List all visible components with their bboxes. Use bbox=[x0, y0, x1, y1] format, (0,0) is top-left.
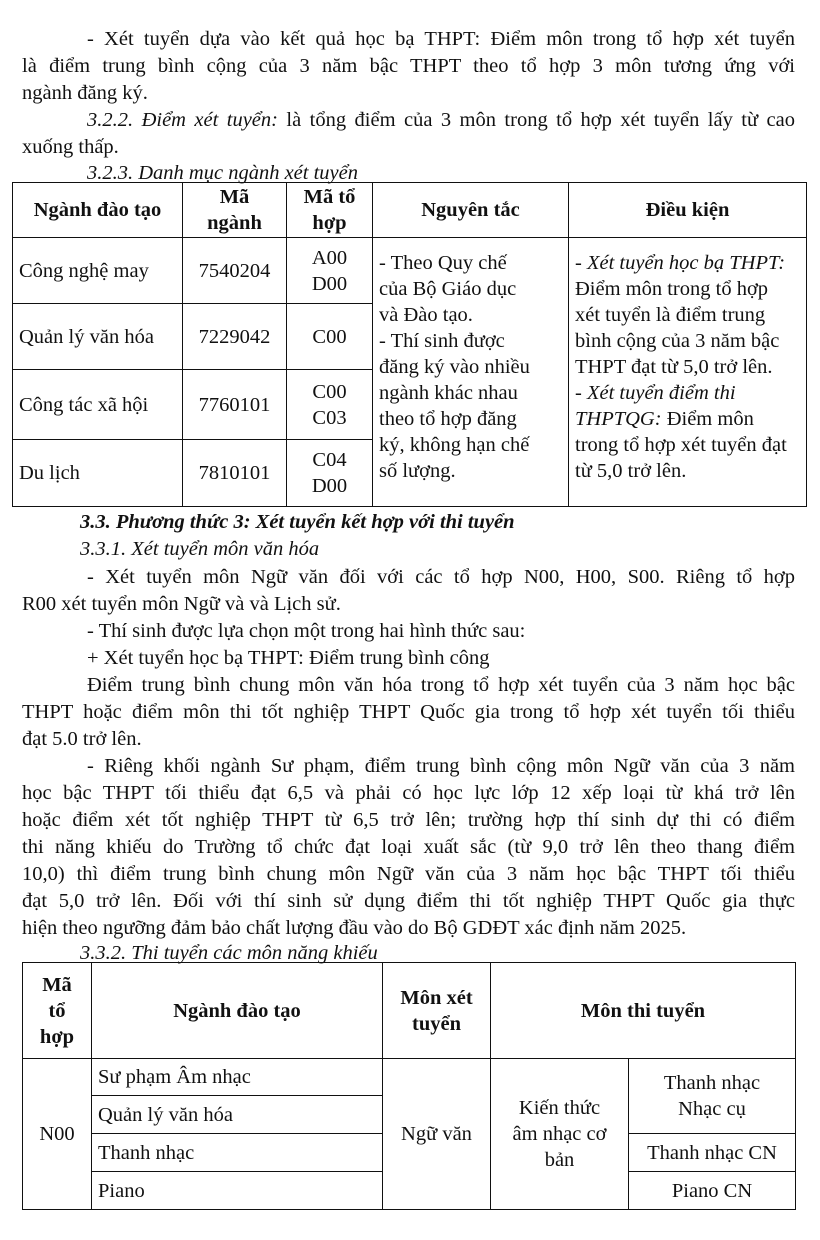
header-nganh: Ngành đào tạo bbox=[92, 963, 383, 1059]
table-row bbox=[13, 238, 807, 304]
row-4-nganh: Du lịch bbox=[13, 440, 183, 507]
admission-majors-table bbox=[12, 182, 807, 507]
row-1-to-hop-1: A00 bbox=[311, 246, 348, 269]
header-mon-xet-line-2: tuyển bbox=[412, 1012, 461, 1035]
para-3: + Xét tuyển học bạ THPT: Điểm trung bình công bbox=[87, 647, 490, 669]
mon-xet-cell: Ngữ văn bbox=[383, 1059, 491, 1210]
nganh-4: Piano bbox=[92, 1172, 383, 1210]
section-332-heading: 3.3.2. Thi tuyển các môn năng khiếu bbox=[80, 942, 378, 964]
dieu-kien-line-9: từ 5,0 trở lên. bbox=[575, 460, 687, 482]
para-4-line-3: đạt 5.0 trở lên. bbox=[22, 728, 142, 750]
nganh-2: Quản lý văn hóa bbox=[92, 1096, 383, 1134]
header-ma-to-hop bbox=[287, 183, 373, 238]
header-ma-nganh bbox=[183, 183, 287, 238]
section-323-heading: 3.2.3. Danh mục ngành xét tuyển bbox=[87, 162, 358, 184]
dieu-kien-line-4: bình cộng của 3 năm bậc bbox=[575, 330, 780, 352]
section-322-text: là tổng điểm của 3 môn trong tổ hợp xét tuyển lấy từ cao bbox=[277, 109, 795, 131]
nguyen-tac-line-9: số lượng. bbox=[379, 460, 456, 482]
table-header-row bbox=[23, 963, 796, 1059]
thi-thanh-nhac: Thanh nhạc bbox=[663, 1072, 761, 1094]
para-5-line-2: học bậc THPT tối thiểu đạt 6,5 và phải có học lực lớp 12 xếp loại từ khá trở lên bbox=[22, 782, 795, 804]
row-3-nganh: Công tác xã hội bbox=[13, 370, 183, 440]
para-1-line-1: - Xét tuyển môn Ngữ văn đối với các tổ hợp N00, H00, S00. Riêng tổ hợp bbox=[87, 566, 795, 588]
kien-thuc-cell bbox=[491, 1059, 629, 1210]
nguyen-tac-line-4: - Thí sinh được bbox=[379, 330, 505, 352]
row-1-to-hop bbox=[287, 238, 373, 304]
header-ma-line-2: tổ bbox=[48, 999, 66, 1022]
section-322-line-2: xuống thấp. bbox=[22, 136, 119, 158]
para-5-line-5: 10,0) thì điểm trung bình chung môn Ngữ văn của 3 năm học bậc THPT tối thiểu bbox=[22, 863, 795, 885]
row-1-nganh: Công nghệ may bbox=[13, 238, 183, 304]
header-dieu-kien: Điều kiện bbox=[569, 183, 807, 238]
kien-thuc-line-3: bản bbox=[544, 1149, 575, 1171]
nganh-1: Sư phạm Âm nhạc bbox=[92, 1059, 383, 1096]
header-ma-nganh-line-2: ngành bbox=[207, 212, 262, 234]
para-5-line-6: đạt 5,0 trở lên. Đối với thí sinh sử dụng điểm thi tốt nghiệp THPT Quốc gia thực bbox=[22, 890, 795, 912]
para-4-line-2: THPT hoặc điểm môn thi tốt nghiệp THPT Quốc gia trong tổ hợp xét tuyển tối thiểu bbox=[22, 701, 795, 723]
dieu-kien-line-7 bbox=[575, 406, 800, 432]
para-2: - Thí sinh được lựa chọn một trong hai hình thức sau: bbox=[87, 620, 526, 642]
nguyen-tac-line-2: của Bộ Giáo dục bbox=[379, 278, 517, 300]
nguyen-tac-line-5: đăng ký vào nhiều bbox=[379, 356, 530, 378]
header-ma-to-hop bbox=[23, 963, 92, 1059]
section-322-label: 3.2.2. Điểm xét tuyển: bbox=[87, 109, 278, 131]
thi-cell-1 bbox=[629, 1059, 796, 1134]
nguyen-tac-line-1: - Theo Quy chế bbox=[379, 252, 507, 274]
intro-line-3: ngành đăng ký. bbox=[22, 82, 148, 104]
nganh-3: Thanh nhạc bbox=[92, 1134, 383, 1172]
header-mon-thi: Môn thi tuyển bbox=[491, 963, 796, 1059]
row-3-to-hop-2: C03 bbox=[312, 406, 347, 429]
dieu-kien-line-7-label: THPTQG: bbox=[575, 408, 662, 430]
row-2-nganh: Quản lý văn hóa bbox=[13, 304, 183, 370]
row-3-ma-nganh: 7760101 bbox=[183, 370, 287, 440]
row-2-to-hop: C00 bbox=[287, 304, 373, 370]
row-1-ma-nganh: 7540204 bbox=[183, 238, 287, 304]
dieu-kien-line-7-text: Điểm môn bbox=[661, 408, 754, 430]
row-4-ma-nganh: 7810101 bbox=[183, 440, 287, 507]
table-row bbox=[23, 1059, 796, 1096]
row-4-to-hop-1: C04 bbox=[312, 449, 347, 471]
dieu-kien-line-1: - Xét tuyển học bạ THPT: bbox=[575, 252, 786, 274]
para-5-line-4: thi năng khiếu do Trường tổ chức đạt loại xuất sắc (từ 9,0 trở lên theo thang điểm bbox=[22, 836, 795, 858]
para-4-line-1: Điểm trung bình chung môn văn hóa trong tổ hợp xét tuyển của 3 năm học bậc bbox=[87, 674, 795, 696]
dieu-kien-line-2: Điểm môn trong tổ hợp bbox=[575, 278, 769, 300]
header-nguyen-tac: Nguyên tắc bbox=[373, 183, 569, 238]
thi-cell-3: Thanh nhạc CN bbox=[629, 1134, 796, 1172]
section-322 bbox=[87, 107, 795, 133]
dieu-kien-line-3: xét tuyển là điểm trung bbox=[575, 304, 766, 326]
row-1-to-hop-2: D00 bbox=[311, 272, 348, 295]
header-mon-xet bbox=[383, 963, 491, 1059]
header-ma-line-1: Mã bbox=[42, 973, 72, 996]
row-2-ma-nganh: 7229042 bbox=[183, 304, 287, 370]
dieu-kien-cell bbox=[569, 238, 807, 507]
header-ma-nganh-line-1: Mã bbox=[219, 186, 250, 208]
aptitude-exam-table bbox=[22, 962, 796, 1210]
row-3-to-hop-1: C00 bbox=[312, 380, 347, 403]
dieu-kien-line-6: - Xét tuyển điểm thi bbox=[575, 382, 736, 404]
header-mon-xet-line-1: Môn xét bbox=[400, 986, 473, 1009]
dieu-kien-line-5: THPT đạt từ 5,0 trở lên. bbox=[575, 356, 773, 378]
header-ma-to-hop-line-2: hợp bbox=[312, 212, 347, 234]
row-4-to-hop-2: D00 bbox=[311, 475, 348, 497]
thi-nhac-cu: Nhạc cụ bbox=[678, 1098, 746, 1120]
para-5-line-7: hiện theo ngưỡng đảm bảo chất lượng đầu vào do Bộ GDĐT xác định năm 2025. bbox=[22, 917, 687, 939]
intro-line-1: - Xét tuyển dựa vào kết quả học bạ THPT: Điểm môn trong tổ hợp xét tuyển bbox=[87, 28, 795, 50]
kien-thuc-line-1: Kiến thức bbox=[518, 1097, 601, 1119]
header-nganh: Ngành đào tạo bbox=[13, 183, 183, 238]
row-4-to-hop bbox=[287, 440, 373, 507]
para-5-line-3: hoặc điểm xét tốt nghiệp THPT từ 6,5 trở lên; trường hợp thí sinh dự thi có điểm bbox=[22, 809, 795, 831]
section-331-heading: 3.3.1. Xét tuyển môn văn hóa bbox=[80, 538, 320, 560]
para-5-line-1: - Riêng khối ngành Sư phạm, điểm trung bình cộng môn Ngữ văn của 3 năm bbox=[87, 755, 795, 777]
nguyen-tac-line-7: theo tổ hợp đăng bbox=[379, 408, 517, 430]
table-header-row bbox=[13, 183, 807, 238]
dieu-kien-line-8: trong tổ hợp xét tuyển đạt bbox=[575, 434, 787, 456]
para-1-line-2: R00 xét tuyển môn Ngữ và và Lịch sử. bbox=[22, 593, 341, 615]
nguyen-tac-line-3: và Đào tạo. bbox=[379, 304, 473, 326]
nguyen-tac-cell bbox=[373, 238, 569, 507]
intro-line-2: là điểm trung bình cộng của 3 năm bậc THPT theo tổ hợp 3 môn tương ứng với bbox=[22, 55, 795, 77]
nguyen-tac-line-6: ngành khác nhau bbox=[379, 382, 518, 404]
header-ma-line-3: hợp bbox=[39, 1025, 75, 1048]
section-33-heading: 3.3. Phương thức 3: Xét tuyển kết hợp với thi tuyển bbox=[80, 511, 515, 533]
row-3-to-hop bbox=[287, 370, 373, 440]
header-ma-to-hop-line-1: Mã tổ bbox=[303, 186, 356, 208]
kien-thuc-line-2: âm nhạc cơ bbox=[512, 1123, 607, 1145]
to-hop-cell: N00 bbox=[23, 1059, 92, 1210]
thi-cell-4: Piano CN bbox=[629, 1172, 796, 1210]
nguyen-tac-line-8: ký, không hạn chế bbox=[379, 434, 530, 456]
